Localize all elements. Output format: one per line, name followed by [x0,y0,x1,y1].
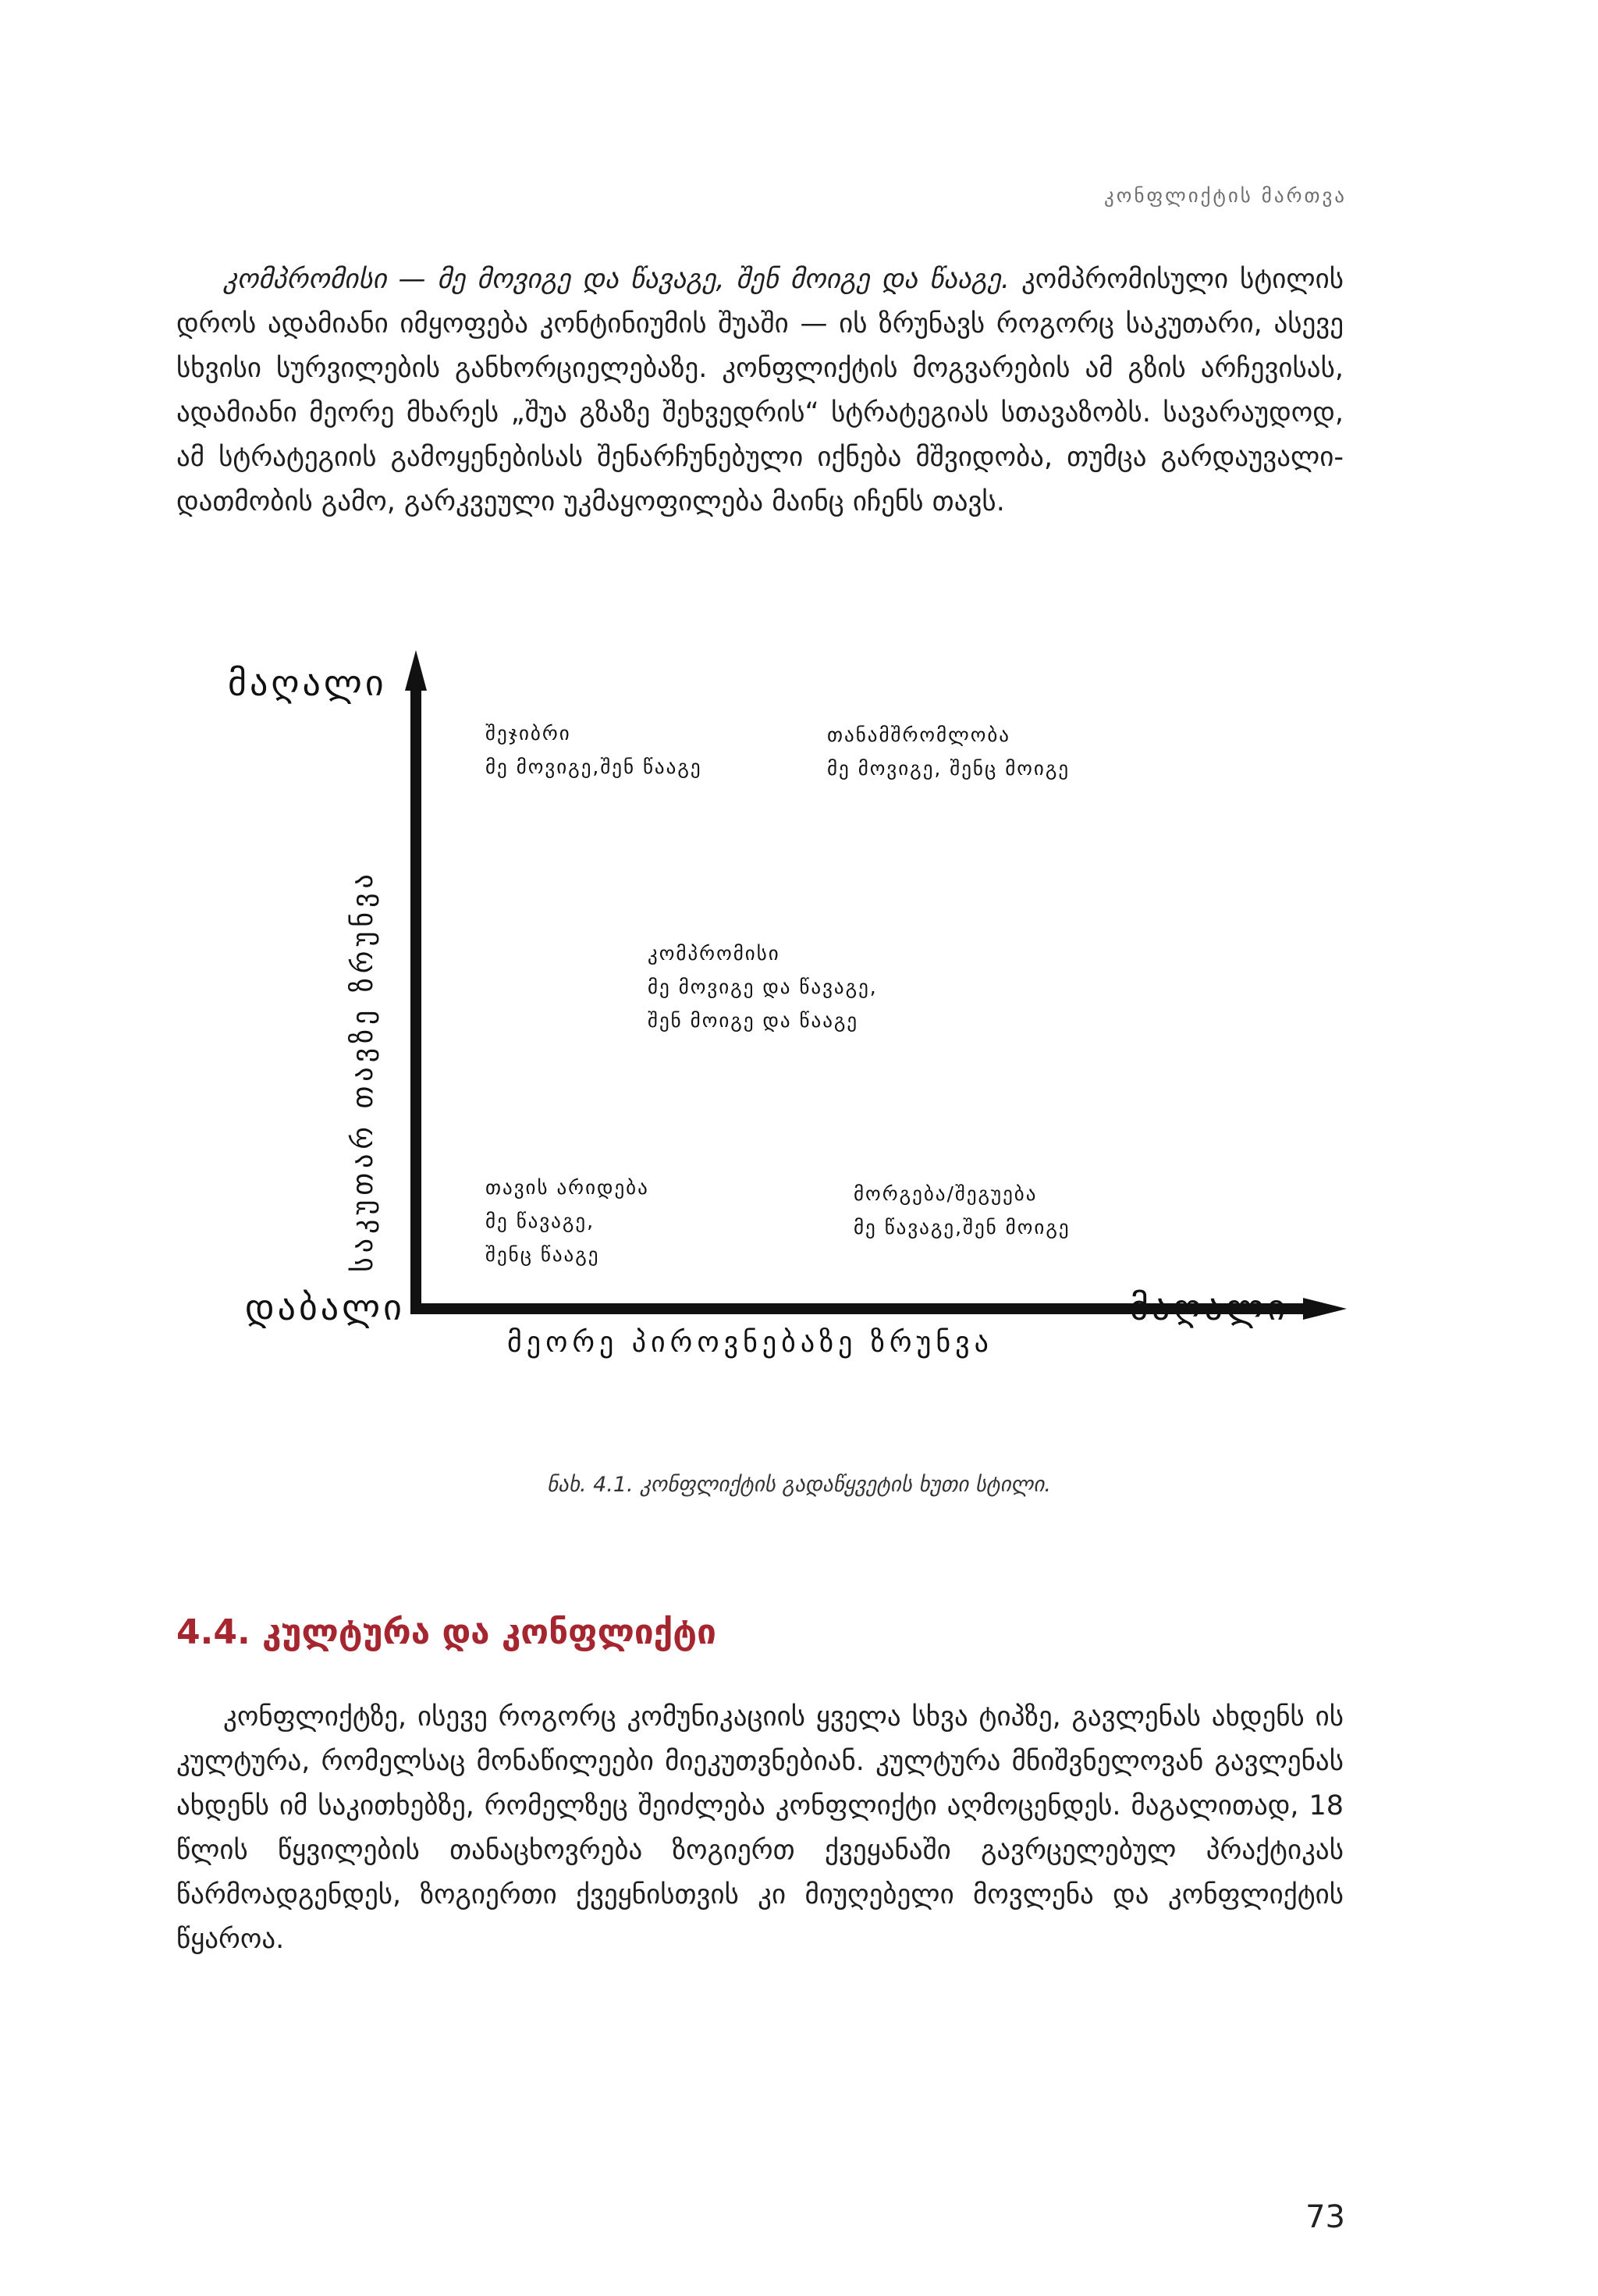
conflict-styles-diagram [211,648,1319,1397]
quadrant-line: შენც წააგე [485,1243,600,1266]
paragraph-culture: კონფლიქტზე, ისევე როგორც კომუნიკაციის ყველა სხვა ტიპზე, გავლენას ახდენს ის კულტურა, რომელსაც მონაწილეები მიეკუთვნებიან. კულტურა მნიშვნელოვან გავლენას ახდენს იმ საკითხებზე, რომელზეც შეიძლება კონფლიქტი აღმოცენდეს. მაგალითად, 18 წლის წყვილების თანაცხოვრება ზოგიერთ ქვეყანაში გავრცელებულ პრაქტიკას წარმოადგენდეს, ზოგიერთი ქვეყნისთვის კი მიუღებელი მოვლენა და კონფლიქტის წყაროა. [176,1701,1344,1955]
x-axis-arrow-icon [1303,1298,1347,1320]
quadrant-accommodation [854,1177,1071,1244]
quadrant-line: მე მოვიგე,შენ წააგე [485,755,702,778]
figure-caption: ნახ. 4.1. კონფლიქტის გადაწყვეტის ხუთი სტილი. [547,1473,1051,1497]
quadrant-title: მორგება/შეგუება [854,1182,1038,1205]
quadrant-competition [485,716,702,784]
quadrant-avoidance [485,1171,649,1271]
quadrant-title: კომპრომისი [648,942,780,965]
x-axis-high-label: მაღალი [1130,1286,1289,1328]
y-axis-line [410,679,421,1314]
quadrant-compromise [648,937,878,1037]
paragraph-body: კომპრომისული სტილის დროს ადამიანი იმყოფება კონტინიუმის შუაში — ის ზრუნავს როგორც საკუთარი, ასევე სხვისი სურვილების განხორციელებაზე. კონფლიქტის მოგვარების ამ გზის არჩევისას, ადამიანი მეორე მხარეს „შუა გზაზე შეხვედრის“ სტრატეგიას სთავაზობს. სავარაუდოდ, ამ სტრატეგიის გამოყენებისას შენარჩუნებული იქნება მშვიდობა, თუმცა გარდაუვალი-დათმობის გამო, გარკვეული უკმაყოფილება მაინც იჩენს თავს. [176,264,1344,517]
quadrant-title: თანამშრომლობა [827,723,1010,746]
quadrant-line: მე წავაგე, [485,1210,595,1232]
quadrant-line: მე მოვიგე, შენც მოიგე [827,757,1071,780]
running-head: კონფლიქტის მართვა [1104,184,1347,207]
origin-low-label: დაბალი [245,1286,405,1328]
section-heading: 4.4. კულტურა და კონფლიქტი [176,1612,716,1652]
quadrant-line: მე მოვიგე და წავაგე, [648,976,878,998]
x-axis-title: მეორე პიროვნებაზე ზრუნვა [507,1327,993,1359]
quadrant-line: მე წავაგე,შენ მოიგე [854,1216,1071,1239]
paragraph-italic-lead: კომპრომისი — მე მოვიგე და წავაგე, შენ მოიგე და წააგე. [223,264,1010,295]
y-axis-arrow-icon [405,650,427,691]
quadrant-collaboration [827,718,1070,785]
y-axis-title: საკუთარ თავზე ზრუნვა [347,869,379,1272]
page-number: 73 [1305,2199,1345,2235]
y-axis-high-label: მაღალი [228,662,387,704]
quadrant-title: თავის არიდება [485,1176,649,1199]
quadrant-line: შენ მოიგე და წააგე [648,1009,859,1032]
quadrant-title: შეჯიბრი [485,722,571,745]
paragraph-compromise [176,258,1344,524]
